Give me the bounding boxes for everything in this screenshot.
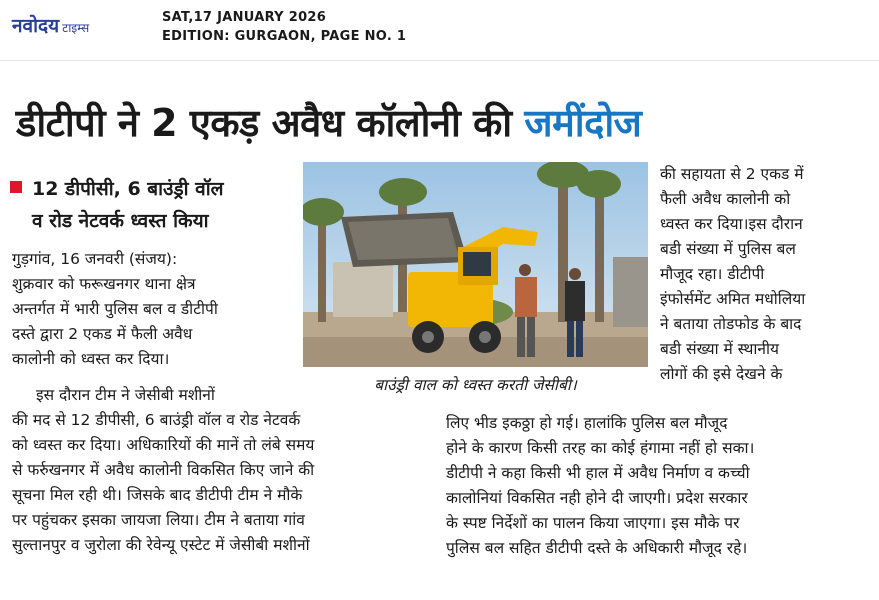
headline-text: डीटीपी ने 2 एकड़ अवैध कॉलोनी की xyxy=(16,101,525,145)
logo-main-text: नवोदय xyxy=(12,15,60,37)
body-line: से फर्रुखनगर में अवैध कालोनी विकसित किए जाने की xyxy=(12,461,315,479)
edition-info xyxy=(162,8,406,46)
body-line: की सहायता से 2 एकड में xyxy=(660,165,804,183)
headline-highlight: जमींदोज xyxy=(524,101,642,145)
body-line: सुल्तानपुर व जुरोला की रेवेन्यू एस्टेट में जेसीबी मशीनों xyxy=(12,536,310,554)
article-headline xyxy=(16,92,876,154)
body-line: कालोनियां विकसित नही होने दी जाएगी। प्रदेश सरकार xyxy=(446,489,748,507)
body-right-top xyxy=(660,162,870,387)
dateline: गुड़गांव, 16 जनवरी (संजय): xyxy=(12,250,178,268)
body-line: लिए भीड इकठ्ठा हो गई। हालांकि पुलिस बल मौजूद xyxy=(446,414,728,432)
body-line: की मद से 12 डीपीसी, 6 बाउंड्री वॉल व रोड नेटवर्क xyxy=(12,411,301,429)
article-subheadline xyxy=(10,173,295,237)
body-line: होने के कारण किसी तरह का कोई हंगामा नहीं हो सका। xyxy=(446,439,755,457)
subhead-line-1: 12 डीपीसी, 6 बाउंड्री वॉल xyxy=(32,178,224,200)
body-line: इस दौरान टीम ने जेसीबी मशीनों xyxy=(36,386,215,404)
body-line: इंफोर्समेंट अमित मधोलिया xyxy=(660,290,806,308)
square-bullet-icon xyxy=(10,181,22,193)
subhead-line-2: व रोड नेटवर्क ध्वस्त किया xyxy=(32,210,209,232)
body-line: पर पहुंचकर इसका जायजा लिया। टीम ने बताया गांव xyxy=(12,511,305,529)
body-line: ध्वस्त कर दिया।इस दौरान xyxy=(660,215,803,233)
body-line: फैली अवैध कालोनी को xyxy=(660,190,791,208)
body-line: डीटीपी ने कहा किसी भी हाल में अवैध निर्माण व कच्ची xyxy=(446,464,750,482)
body-line: मौजूद रहा। डीटीपी xyxy=(660,265,765,283)
body-line: ने बताया तोडफोड के बाद xyxy=(660,315,802,333)
body-line: को ध्वस्त कर दिया। अधिकारियों की मानें तो लंबे समय xyxy=(12,436,315,454)
body-left-top xyxy=(12,247,297,372)
newspaper-logo xyxy=(12,12,89,36)
body-bottom-left xyxy=(12,383,437,558)
logo-sub-text: टाइम्स xyxy=(62,21,90,35)
body-line: शुक्रवार को फरूखनगर थाना क्षेत्र xyxy=(12,275,196,293)
body-line: के स्पष्ट निर्देशों का पालन किया जाएगा। इस मौके पर xyxy=(446,514,740,532)
masthead xyxy=(0,0,879,61)
jcb-demolition-image xyxy=(303,162,648,367)
publication-date: SAT,17 JANUARY 2026 xyxy=(162,10,327,25)
news-photo xyxy=(303,162,648,367)
body-line: अन्तर्गत में भारी पुलिस बल व डीटीपी xyxy=(12,300,218,318)
body-line: सूचना मिल रही थी। जिसके बाद डीटीपी टीम ने मौके xyxy=(12,486,303,504)
body-bottom-right xyxy=(446,411,866,561)
photo-caption: बाउंड्री वाल को ध्वस्त करती जेसीबी। xyxy=(374,376,577,394)
body-line: लोगों की इसे देखने के xyxy=(660,365,783,383)
body-line: बडी संख्या में स्थानीय xyxy=(660,340,780,358)
body-line: दस्ते द्वारा 2 एकड में फैली अवैध xyxy=(12,325,193,343)
edition-page: EDITION: GURGAON, PAGE NO. 1 xyxy=(162,29,407,44)
body-line: पुलिस बल सहित डीटीपी दस्ते के अधिकारी मौजूद रहे। xyxy=(446,539,748,557)
body-line: बडी संख्या में पुलिस बल xyxy=(660,240,796,258)
body-line: कालोनी को ध्वस्त कर दिया। xyxy=(12,350,170,368)
